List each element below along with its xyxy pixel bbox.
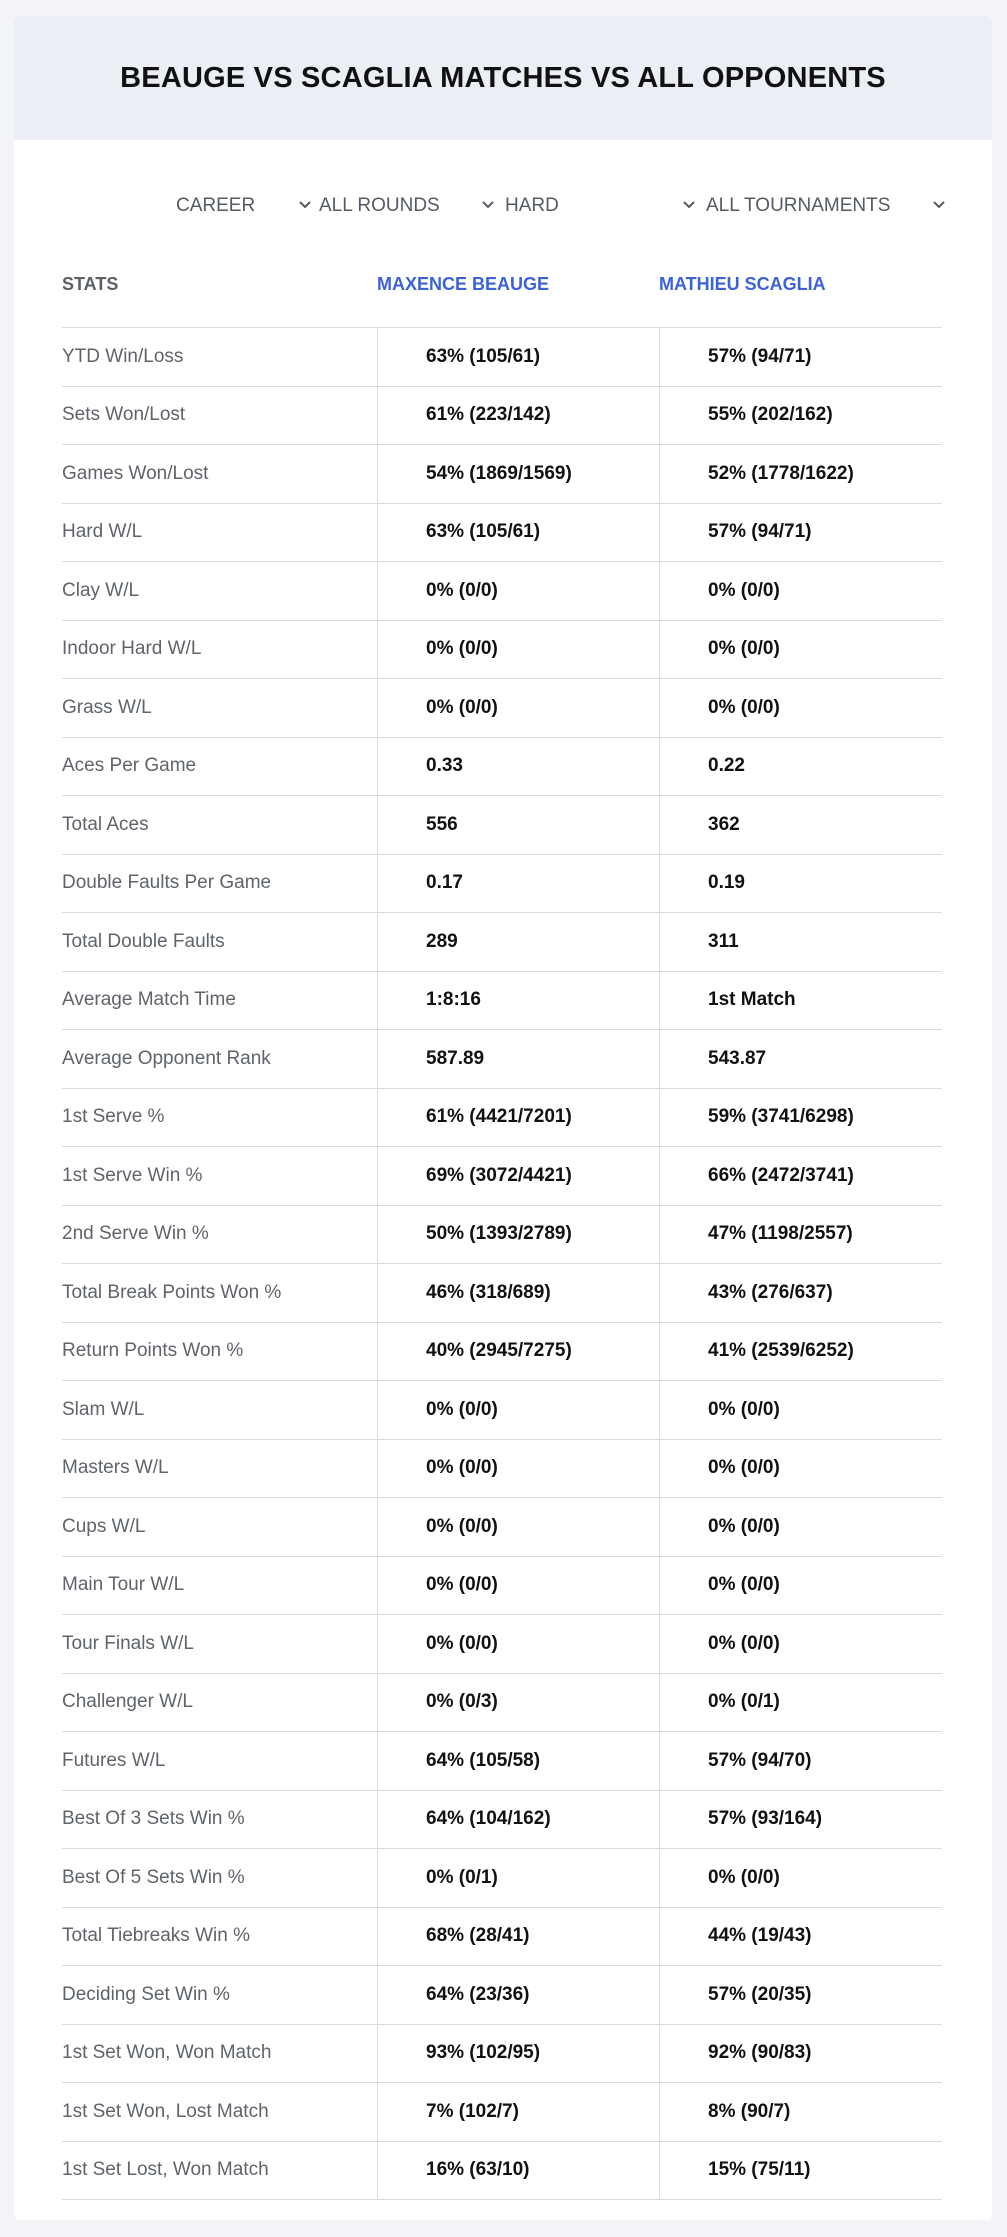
stat-label: Cups W/L (62, 1515, 146, 1537)
player1-value: 61% (223/142) (377, 387, 659, 445)
table-row (62, 679, 942, 738)
player2-value: 0% (0/0) (659, 621, 942, 679)
player1-column-header[interactable]: MAXENCE BEAUGE (377, 274, 550, 294)
stat-label: Futures W/L (62, 1749, 166, 1771)
player2-value: 8% (90/7) (659, 2083, 942, 2141)
stat-label: Total Break Points Won % (62, 1281, 282, 1303)
table-row (62, 913, 942, 972)
player2-value: 15% (75/11) (659, 2142, 942, 2200)
player2-value: 57% (94/70) (659, 1732, 942, 1790)
player1-value: 63% (105/61) (377, 328, 659, 386)
player2-value: 0.19 (659, 855, 942, 913)
surface-dropdown-value: HARD (505, 195, 559, 216)
player1-value: 0% (0/0) (377, 1381, 659, 1439)
stat-label: Sets Won/Lost (62, 404, 186, 426)
table-row (62, 1264, 942, 1323)
stat-label: Double Faults Per Game (62, 872, 272, 894)
player1-value: 68% (28/41) (377, 1908, 659, 1966)
table-row (62, 1206, 942, 1265)
player1-value: 46% (318/689) (377, 1264, 659, 1322)
filter-bar (14, 186, 992, 226)
table-row (62, 1849, 942, 1908)
player1-value: 0% (0/0) (377, 621, 659, 679)
stat-label: Indoor Hard W/L (62, 638, 202, 660)
player2-value: 55% (202/162) (659, 387, 942, 445)
player2-value: 362 (659, 796, 942, 854)
table-row (62, 1147, 942, 1206)
player1-value: 0% (0/0) (377, 1615, 659, 1673)
stat-label: Tour Finals W/L (62, 1632, 194, 1654)
stats-column-header: STATS (62, 274, 119, 294)
stats-table (62, 252, 942, 2200)
table-row (62, 2083, 942, 2142)
player1-value: 69% (3072/4421) (377, 1147, 659, 1205)
table-body (62, 328, 942, 2200)
player1-value: 0.33 (377, 738, 659, 796)
table-row (62, 1732, 942, 1791)
stat-label: Total Aces (62, 813, 149, 835)
table-row (62, 621, 942, 680)
player1-value: 63% (105/61) (377, 504, 659, 562)
player1-value: 1:8:16 (377, 972, 659, 1030)
period-dropdown-value: CAREER (176, 195, 256, 216)
table-row (62, 796, 942, 855)
table-row (62, 1498, 942, 1557)
table-row (62, 1323, 942, 1382)
player2-value: 0% (0/0) (659, 1498, 942, 1556)
player2-value: 0% (0/0) (659, 1849, 942, 1907)
player1-value: 7% (102/7) (377, 2083, 659, 2141)
stat-label: Challenger W/L (62, 1691, 193, 1713)
player2-value: 52% (1778/1622) (659, 445, 942, 503)
stat-label: Best Of 5 Sets Win % (62, 1866, 245, 1888)
player1-value: 0% (0/1) (377, 1849, 659, 1907)
player1-value: 93% (102/95) (377, 2025, 659, 2083)
table-row (62, 328, 942, 387)
stat-label: Best Of 3 Sets Win % (62, 1808, 245, 1830)
card-header (14, 16, 992, 140)
player2-value: 0% (0/1) (659, 1674, 942, 1732)
tournament-dropdown[interactable] (706, 186, 956, 226)
player2-value: 43% (276/637) (659, 1264, 942, 1322)
player1-value: 289 (377, 913, 659, 971)
stat-label: YTD Win/Loss (62, 345, 184, 367)
surface-dropdown[interactable] (505, 186, 705, 226)
table-row (62, 1908, 942, 1967)
player2-value: 0% (0/0) (659, 1557, 942, 1615)
stat-label: 1st Set Won, Won Match (62, 2042, 272, 2064)
table-row (62, 1615, 942, 1674)
player2-value: 92% (90/83) (659, 2025, 942, 2083)
stat-label: Main Tour W/L (62, 1574, 185, 1596)
table-row (62, 738, 942, 797)
stat-label: Grass W/L (62, 696, 152, 718)
table-row (62, 387, 942, 446)
player2-value: 57% (94/71) (659, 328, 942, 386)
player1-value: 0.17 (377, 855, 659, 913)
stat-label: Average Match Time (62, 989, 236, 1011)
player1-value: 54% (1869/1569) (377, 445, 659, 503)
round-dropdown-value: ALL ROUNDS (319, 195, 440, 216)
player2-value: 66% (2472/3741) (659, 1147, 942, 1205)
table-row (62, 1089, 942, 1148)
table-row (62, 504, 942, 563)
player1-value: 0% (0/0) (377, 1498, 659, 1556)
player2-value: 543.87 (659, 1030, 942, 1088)
player1-value: 40% (2945/7275) (377, 1323, 659, 1381)
table-row (62, 2025, 942, 2084)
chevron-down-icon (296, 196, 314, 214)
player2-value: 57% (93/164) (659, 1791, 942, 1849)
page-title: BEAUGE VS SCAGLIA MATCHES VS ALL OPPONENTS (120, 61, 886, 94)
player2-value: 0% (0/0) (659, 679, 942, 737)
player1-value: 64% (105/58) (377, 1732, 659, 1790)
round-dropdown[interactable] (319, 186, 499, 226)
stat-label: Average Opponent Rank (62, 1047, 271, 1069)
player1-value: 0% (0/0) (377, 679, 659, 737)
table-row (62, 1381, 942, 1440)
stat-label: Aces Per Game (62, 755, 197, 777)
stat-label: 1st Serve Win % (62, 1164, 203, 1186)
table-row (62, 445, 942, 504)
stats-card (14, 16, 992, 2220)
player1-value: 0% (0/3) (377, 1674, 659, 1732)
player2-value: 44% (19/43) (659, 1908, 942, 1966)
stat-label: Deciding Set Win % (62, 1983, 230, 2005)
stat-label: Games Won/Lost (62, 462, 209, 484)
player2-value: 59% (3741/6298) (659, 1089, 942, 1147)
stat-label: Total Tiebreaks Win % (62, 1925, 250, 1947)
player2-value: 0% (0/0) (659, 1440, 942, 1498)
table-row (62, 1557, 942, 1616)
table-row (62, 562, 942, 621)
table-row (62, 972, 942, 1031)
stat-label: Masters W/L (62, 1457, 169, 1479)
player2-value: 41% (2539/6252) (659, 1323, 942, 1381)
player1-value: 64% (104/162) (377, 1791, 659, 1849)
chevron-down-icon (479, 196, 497, 214)
player2-value: 0% (0/0) (659, 562, 942, 620)
player2-value: 311 (659, 913, 942, 971)
table-row (62, 1791, 942, 1850)
table-row (62, 855, 942, 914)
player1-value: 0% (0/0) (377, 562, 659, 620)
stat-label: 1st Set Won, Lost Match (62, 2100, 269, 2122)
player1-value: 587.89 (377, 1030, 659, 1088)
player1-value: 0% (0/0) (377, 1440, 659, 1498)
stat-label: Slam W/L (62, 1398, 145, 1420)
stat-label: 1st Serve % (62, 1106, 165, 1128)
stat-label: Hard W/L (62, 521, 143, 543)
player1-value: 64% (23/36) (377, 1966, 659, 2024)
stat-label: Return Points Won % (62, 1340, 244, 1362)
player2-value: 1st Match (659, 972, 942, 1030)
player2-column-header[interactable]: MATHIEU SCAGLIA (659, 274, 826, 294)
player2-value: 0.22 (659, 738, 942, 796)
table-row (62, 1440, 942, 1499)
player1-value: 50% (1393/2789) (377, 1206, 659, 1264)
table-header (62, 252, 942, 328)
table-row (62, 1674, 942, 1733)
player2-value: 0% (0/0) (659, 1381, 942, 1439)
player2-value: 47% (1198/2557) (659, 1206, 942, 1264)
stat-label: Clay W/L (62, 579, 140, 601)
player1-value: 0% (0/0) (377, 1557, 659, 1615)
player2-value: 57% (94/71) (659, 504, 942, 562)
chevron-down-icon (930, 196, 948, 214)
chevron-down-icon (680, 196, 698, 214)
stat-label: Total Double Faults (62, 930, 225, 952)
tournament-dropdown-value: ALL TOURNAMENTS (706, 195, 891, 216)
table-row (62, 2142, 942, 2201)
player2-value: 57% (20/35) (659, 1966, 942, 2024)
period-dropdown[interactable] (176, 186, 316, 226)
player1-value: 556 (377, 796, 659, 854)
table-row (62, 1966, 942, 2025)
player1-value: 16% (63/10) (377, 2142, 659, 2200)
table-row (62, 1030, 942, 1089)
player1-value: 61% (4421/7201) (377, 1089, 659, 1147)
stat-label: 1st Set Lost, Won Match (62, 2159, 269, 2181)
player2-value: 0% (0/0) (659, 1615, 942, 1673)
stat-label: 2nd Serve Win % (62, 1223, 209, 1245)
